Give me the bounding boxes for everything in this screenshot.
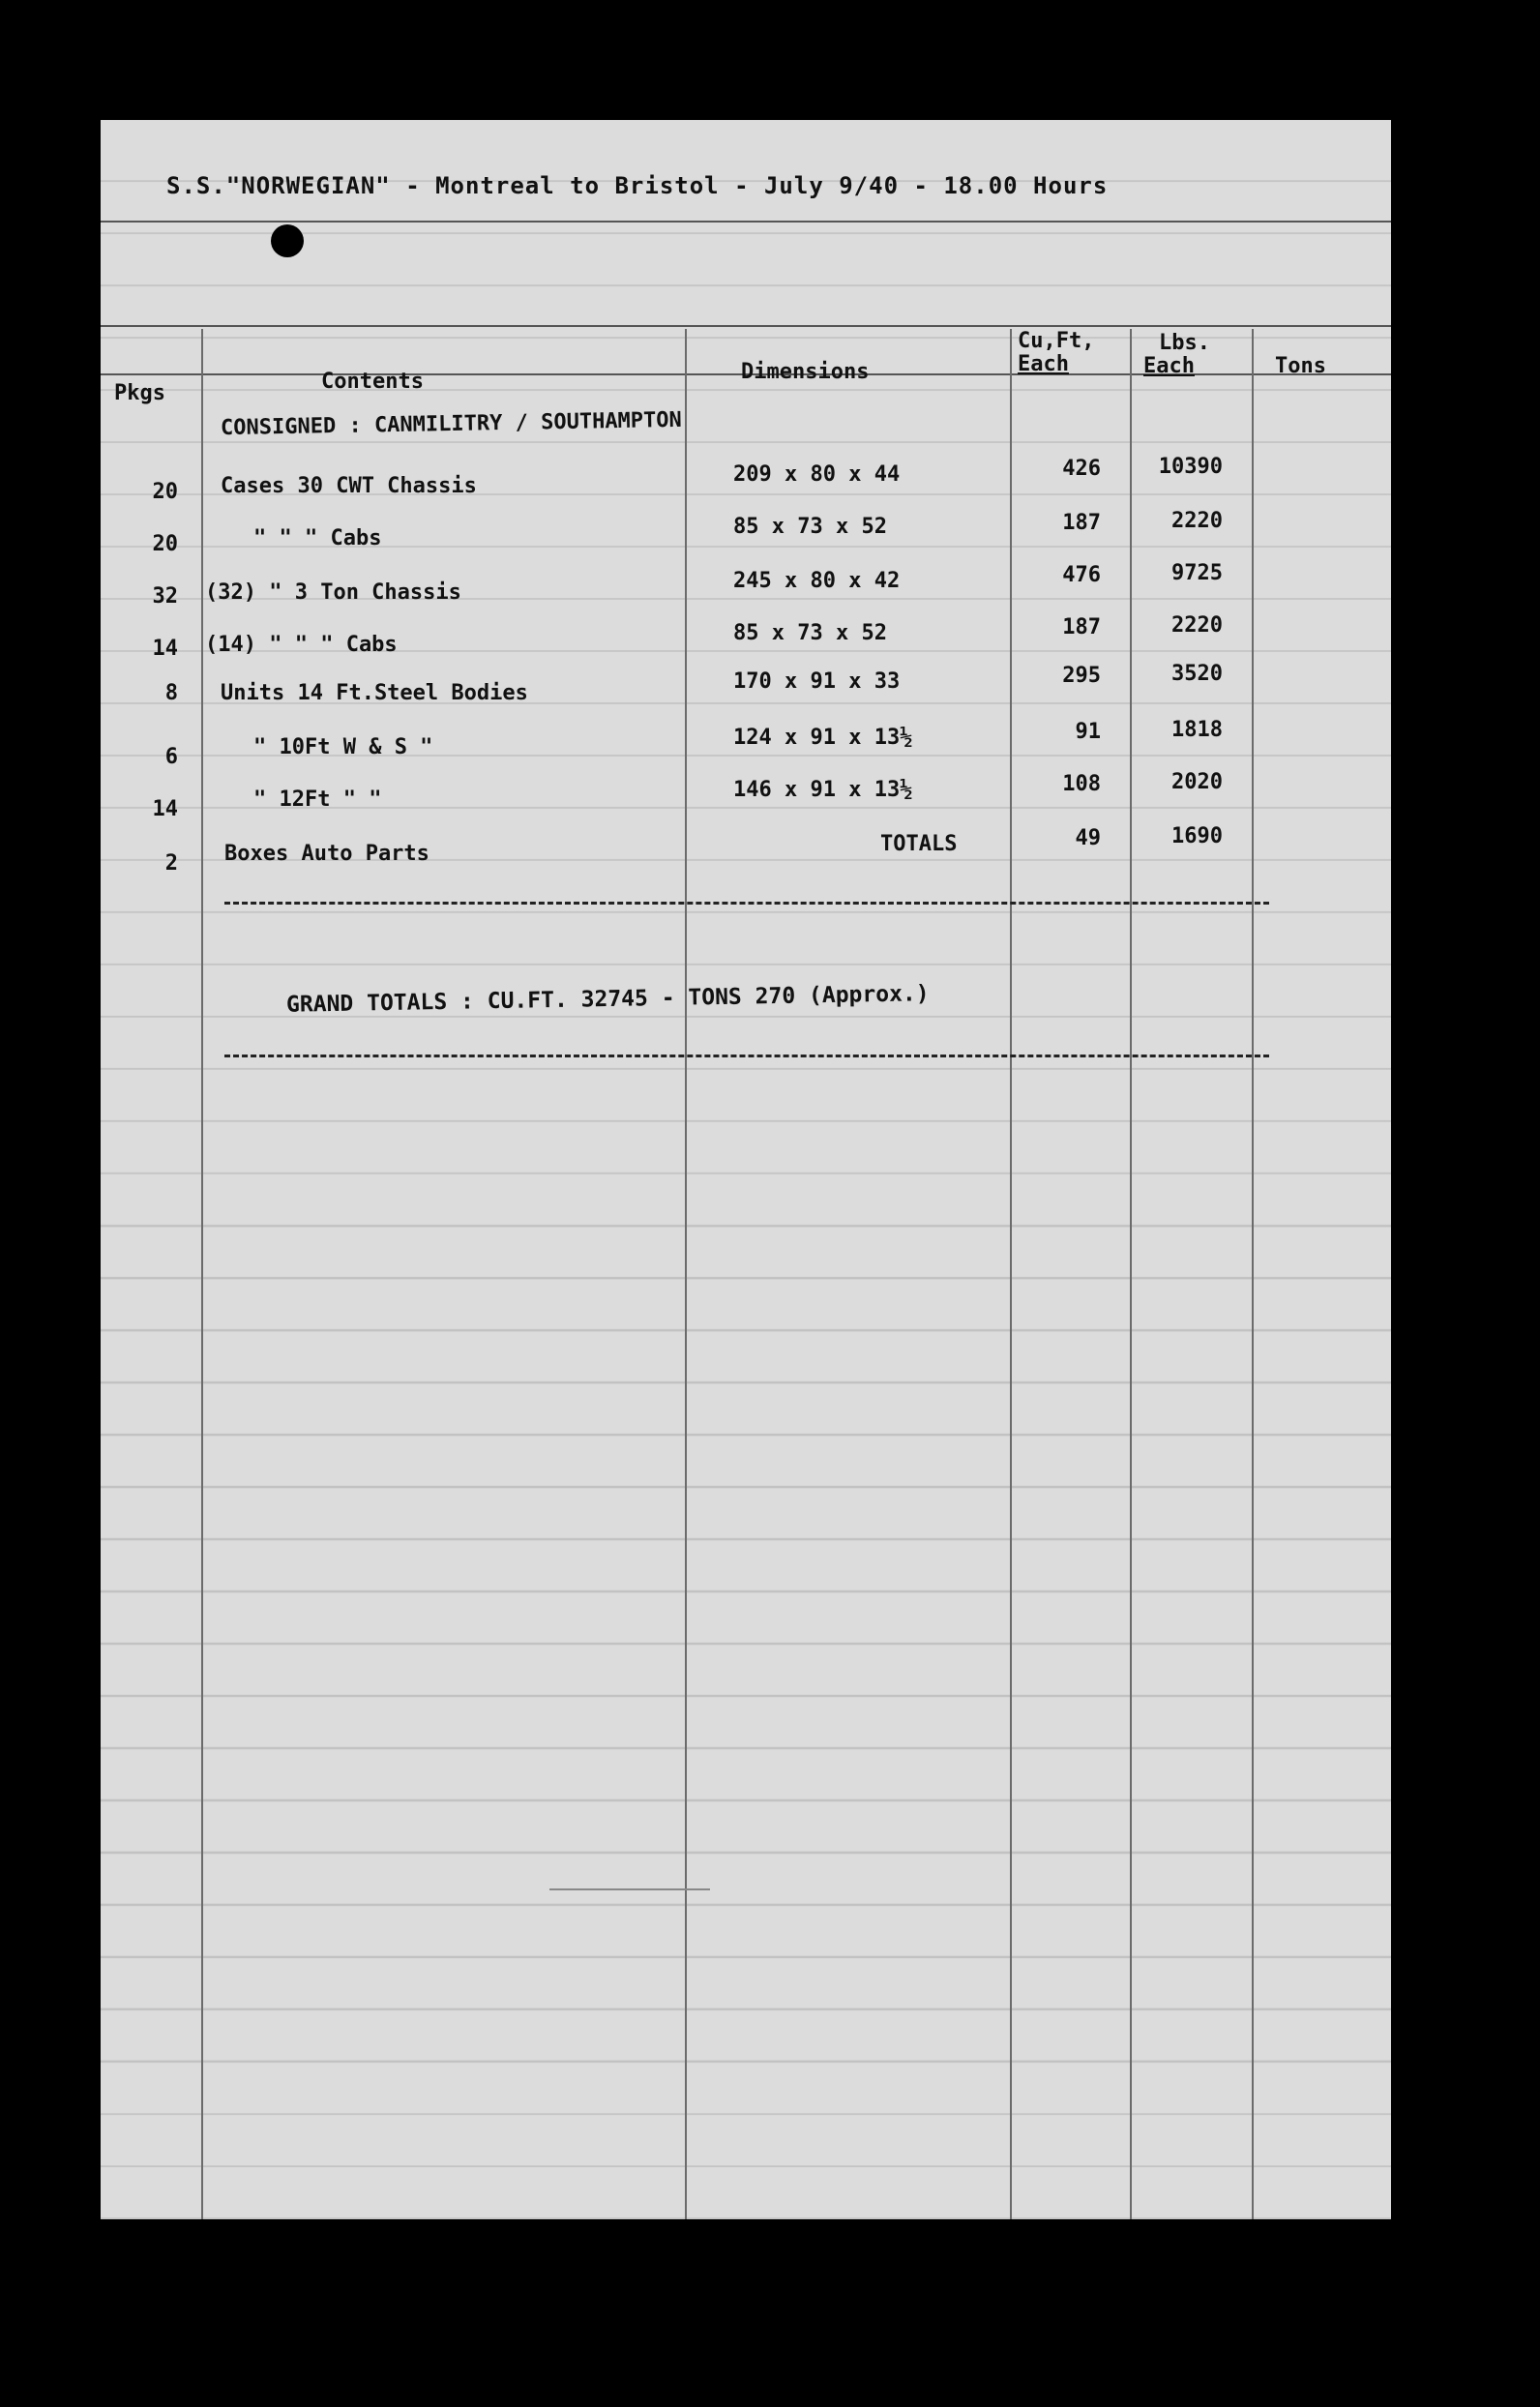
row-1-cuft: 426	[1062, 457, 1101, 481]
row-3-lbs: 9725	[1171, 561, 1223, 585]
header-contents: Contents	[321, 370, 424, 394]
totals-label: TOTALS	[880, 832, 958, 856]
row-8-cuft: 49	[1075, 826, 1101, 850]
row-3-cuft: 476	[1062, 563, 1101, 587]
punch-hole	[271, 224, 304, 257]
row-5-cuft: 295	[1062, 664, 1101, 688]
row-3-dimensions: 245 x 80 x 42	[733, 569, 901, 593]
column-divider-pkgs	[201, 329, 203, 2219]
row-6-dimensions: 124 x 91 x 13½	[733, 726, 913, 750]
row-3-pkgs: 32	[152, 584, 178, 609]
row-5-contents: Units 14 Ft.Steel Bodies	[221, 681, 528, 705]
header-top-rule	[101, 325, 1391, 327]
row-4-cuft: 187	[1062, 615, 1101, 639]
row-1-lbs: 10390	[1158, 455, 1223, 479]
title-rule	[101, 221, 1391, 223]
header-cuft-line1: Cu,Ft,	[1018, 329, 1095, 353]
header-cuft-line2: Each	[1018, 352, 1069, 376]
row-7-pkgs: 14	[152, 797, 178, 821]
row-1-pkgs: 20	[152, 480, 178, 504]
column-divider-lbs	[1252, 329, 1254, 2219]
row-7-lbs: 2020	[1171, 770, 1223, 794]
row-7-contents: " 12Ft " "	[253, 787, 382, 812]
row-6-pkgs: 6	[164, 745, 178, 769]
column-divider-cuft	[1130, 329, 1132, 2219]
header-lbs-line2: Each	[1143, 354, 1195, 378]
row-6-contents: " 10Ft W & S "	[253, 735, 433, 759]
row-1-dimensions: 209 x 80 x 44	[733, 462, 901, 487]
row-2-lbs: 2220	[1171, 509, 1223, 533]
row-8-contents: Boxes Auto Parts	[224, 842, 429, 866]
row-4-dimensions: 85 x 73 x 52	[733, 621, 887, 645]
pencil-mark	[549, 1888, 710, 1890]
row-2-pkgs: 20	[152, 532, 178, 556]
row-2-dimensions: 85 x 73 x 52	[733, 515, 887, 539]
row-7-dimensions: 146 x 91 x 13½	[733, 778, 913, 802]
ledger-sheet	[101, 120, 1391, 2219]
row-8-pkgs: 2	[164, 851, 178, 876]
header-lbs-line1: Lbs.	[1159, 331, 1210, 355]
document-title: S.S."NORWEGIAN" - Montreal to Bristol - July 9/40 - 18.00 Hours	[166, 172, 1109, 199]
consignment-line: CONSIGNED : CANMILITRY / SOUTHAMPTON	[220, 407, 683, 441]
row-4-lbs: 2220	[1171, 613, 1223, 638]
row-5-dimensions: 170 x 91 x 33	[733, 669, 901, 694]
row-2-contents: " " " Cabs	[253, 526, 382, 550]
column-divider-dimensions	[1010, 329, 1012, 2219]
row-8-lbs: 1690	[1171, 824, 1223, 848]
dashed-rule-top	[224, 902, 1269, 905]
dashed-rule-bottom	[224, 1055, 1269, 1057]
row-7-cuft: 108	[1062, 772, 1101, 796]
row-3-contents: (32) " 3 Ton Chassis	[205, 580, 461, 605]
row-6-cuft: 91	[1075, 720, 1101, 744]
row-5-lbs: 3520	[1171, 662, 1223, 686]
row-5-pkgs: 8	[164, 681, 178, 705]
header-dimensions: Dimensions	[741, 360, 870, 384]
row-4-pkgs: 14	[152, 637, 178, 661]
row-2-cuft: 187	[1062, 511, 1101, 535]
grand-totals: GRAND TOTALS : CU.FT. 32745 - TONS 270 (Approx.)	[285, 981, 930, 1018]
header-tons: Tons	[1275, 354, 1326, 378]
row-1-contents: Cases 30 CWT Chassis	[221, 474, 477, 498]
column-divider-contents	[685, 329, 687, 2219]
row-4-contents: (14) " " " Cabs	[205, 633, 398, 657]
row-6-lbs: 1818	[1171, 718, 1223, 742]
header-pkgs: Pkgs	[114, 381, 165, 405]
